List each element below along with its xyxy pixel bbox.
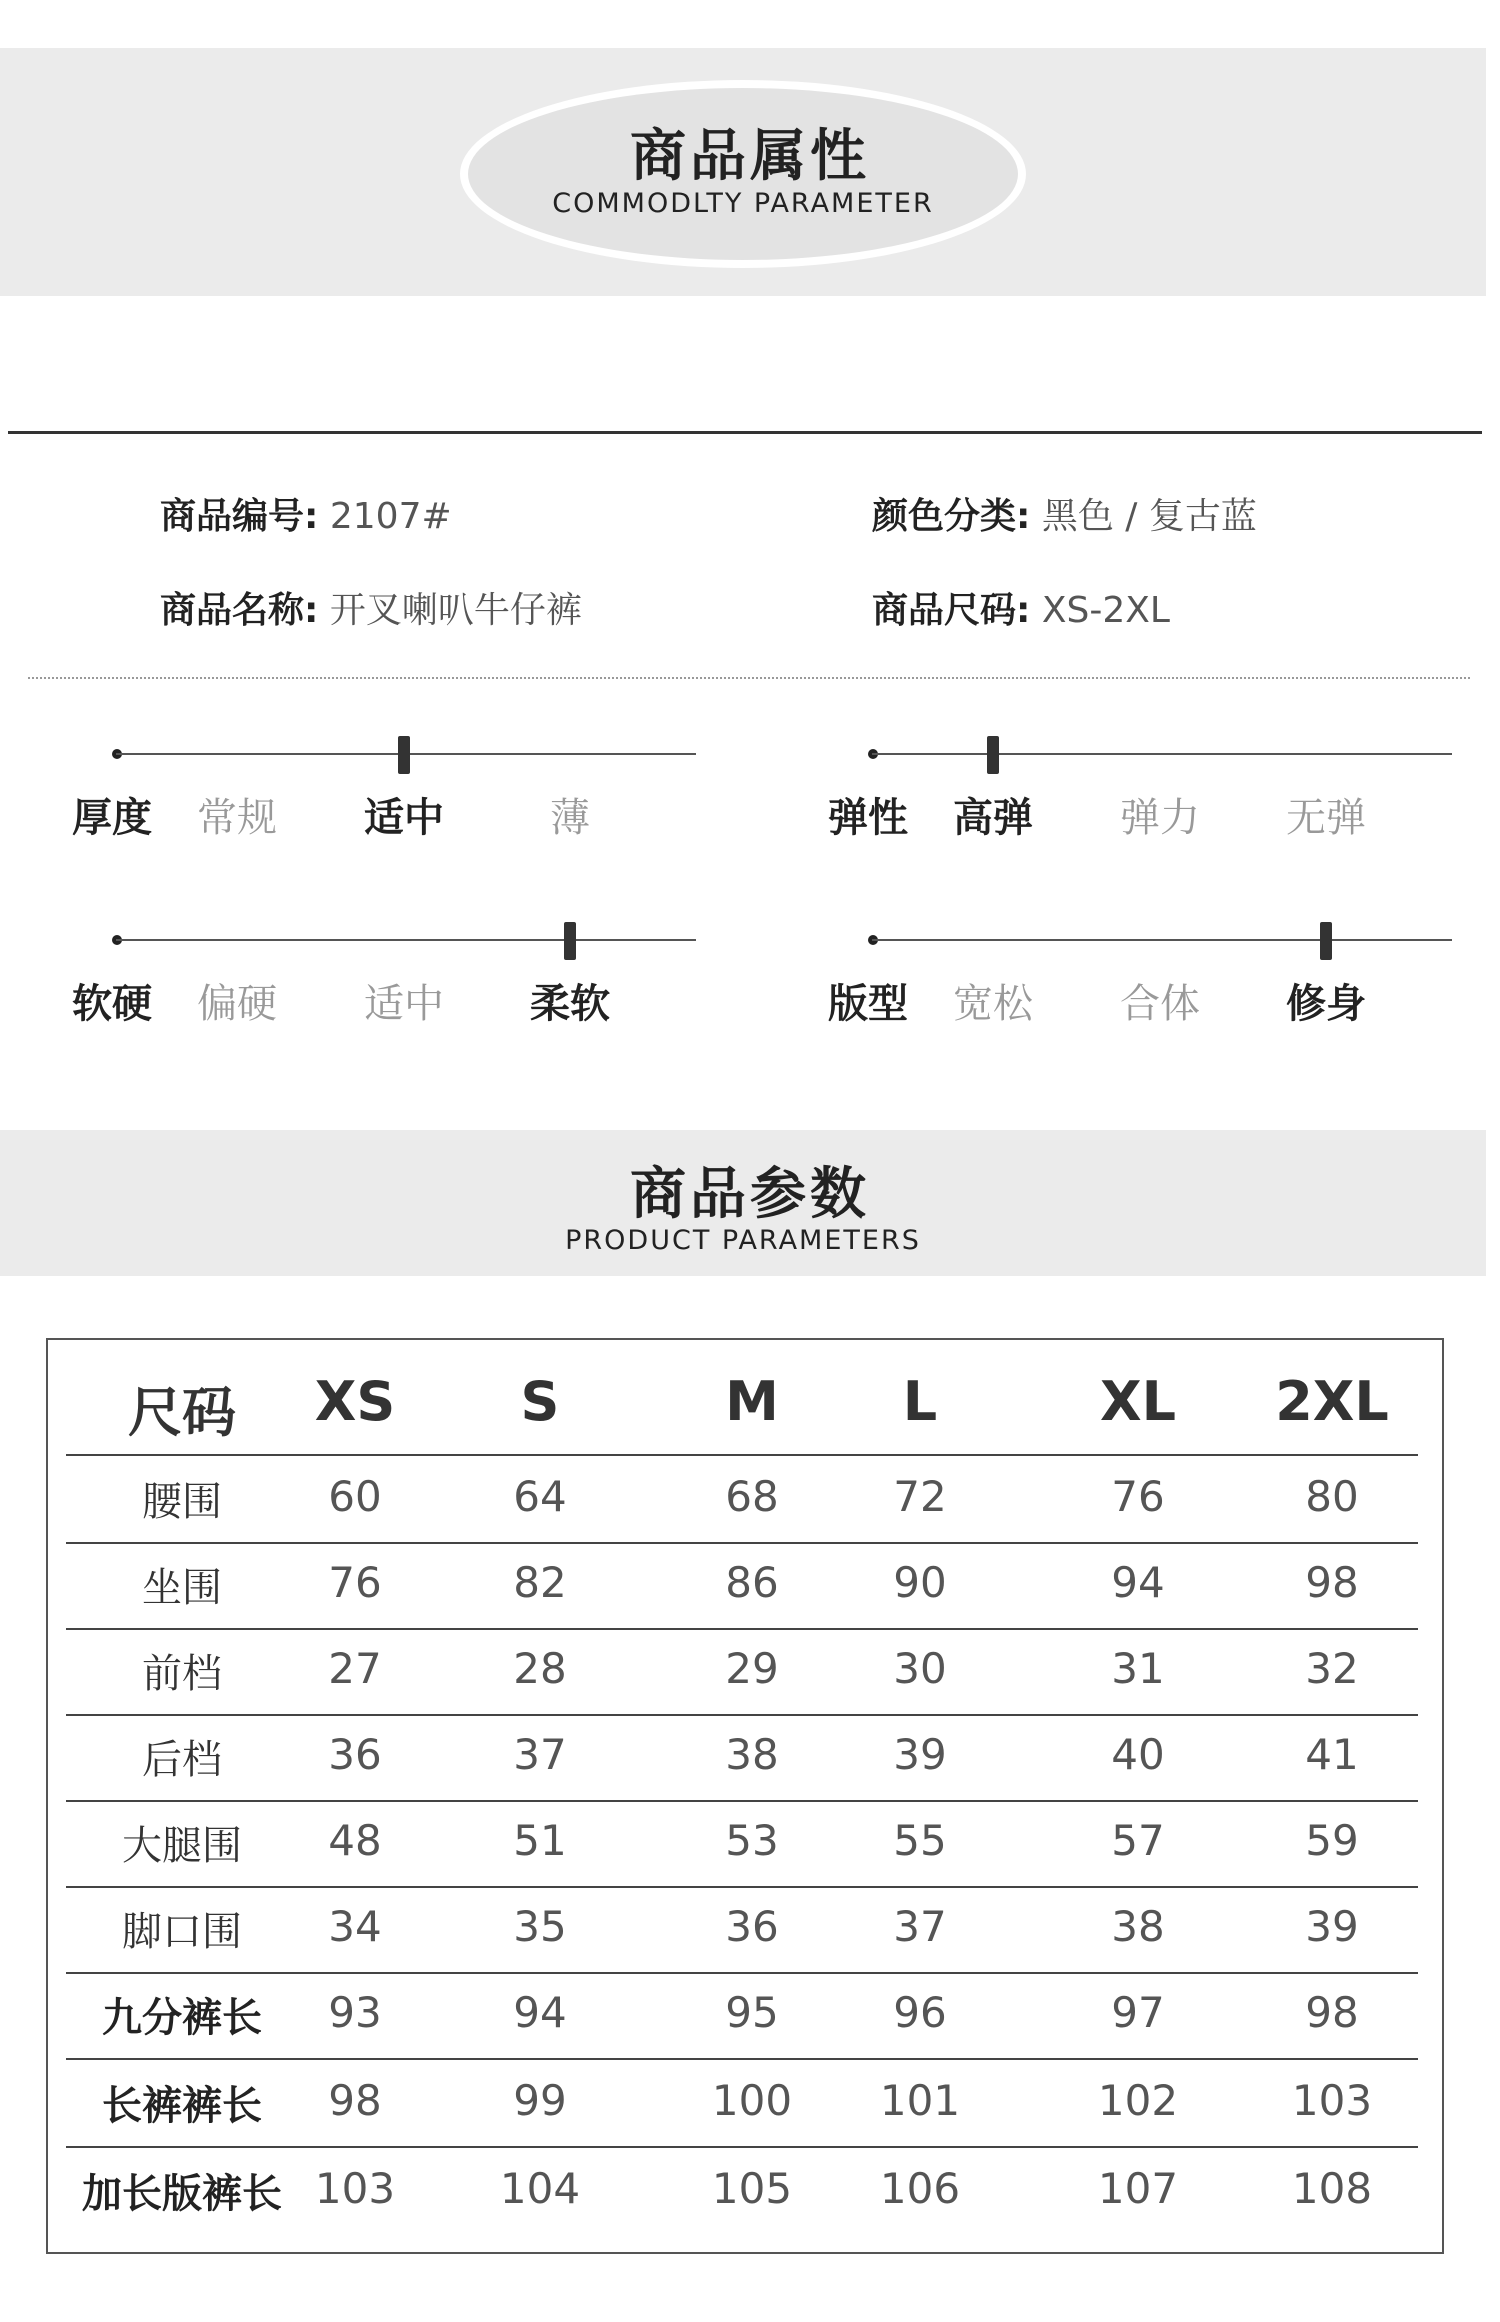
property-label: 软硬 — [72, 981, 152, 1027]
table-header-cell: XS — [314, 1370, 396, 1433]
table-cell: 97 — [1111, 1988, 1165, 2037]
slider-knob — [1320, 922, 1332, 960]
table-row-rule — [66, 1800, 1418, 1802]
table-cell: 55 — [893, 1816, 947, 1865]
table-cell: 37 — [513, 1730, 567, 1779]
table-cell: 106 — [879, 2164, 961, 2213]
table-cell: 53 — [725, 1816, 779, 1865]
property-option: 薄 — [550, 795, 590, 841]
slider-knob — [564, 922, 576, 960]
table-cell: 36 — [328, 1730, 382, 1779]
table-row-label: 腰围 — [142, 1479, 222, 1525]
table-header-cell: L — [902, 1370, 938, 1433]
table-cell: 34 — [328, 1902, 382, 1951]
table-cell: 39 — [1305, 1902, 1359, 1951]
table-cell: 76 — [1111, 1472, 1165, 1521]
table-cell: 41 — [1305, 1730, 1359, 1779]
table-row-rule — [66, 1628, 1418, 1630]
slider-track — [872, 939, 1452, 941]
table-cell: 105 — [711, 2164, 793, 2213]
section-title-cn: 商品属性 — [630, 124, 870, 189]
table-cell: 27 — [328, 1644, 382, 1693]
info-size — [872, 582, 1170, 633]
dotted-divider — [28, 677, 1470, 679]
table-row-rule — [66, 1714, 1418, 1716]
info-product-code — [160, 488, 452, 539]
property-option: 修身 — [1286, 981, 1366, 1027]
info-label: 商品尺码: — [872, 590, 1031, 631]
property-label: 厚度 — [72, 795, 152, 841]
table-cell: 72 — [893, 1472, 947, 1521]
info-label: 颜色分类: — [872, 496, 1031, 537]
table-header-cell: XL — [1099, 1370, 1177, 1433]
table-cell: 51 — [513, 1816, 567, 1865]
table-cell: 60 — [328, 1472, 382, 1521]
table-cell: 68 — [725, 1472, 779, 1521]
property-label: 版型 — [828, 981, 908, 1027]
info-label: 商品编号: — [160, 496, 319, 537]
property-option: 偏硬 — [197, 981, 277, 1027]
table-cell: 48 — [328, 1816, 382, 1865]
table-cell: 93 — [328, 1988, 382, 2037]
table-cell: 86 — [725, 1558, 779, 1607]
table-cell: 95 — [725, 1988, 779, 2037]
section-title-cn: 商品参数 — [630, 1162, 870, 1227]
info-value: 黑色 / 复古蓝 — [1041, 496, 1257, 537]
table-cell: 82 — [513, 1558, 567, 1607]
table-cell: 57 — [1111, 1816, 1165, 1865]
table-header-rule — [66, 1454, 1418, 1456]
table-cell: 90 — [893, 1558, 947, 1607]
slider-track — [116, 939, 696, 941]
table-row-rule — [66, 2146, 1418, 2148]
table-header-cell: M — [725, 1370, 779, 1433]
table-cell: 94 — [513, 1988, 567, 2037]
table-cell: 59 — [1305, 1816, 1359, 1865]
property-option: 柔软 — [530, 981, 610, 1027]
table-cell: 98 — [328, 2076, 382, 2125]
table-row-rule — [66, 1972, 1418, 1974]
table-cell: 35 — [513, 1902, 567, 1951]
table-cell: 101 — [879, 2076, 961, 2125]
table-cell: 107 — [1097, 2164, 1179, 2213]
slider-knob — [987, 736, 999, 774]
table-row-label: 大腿围 — [122, 1823, 242, 1869]
table-cell: 98 — [1305, 1558, 1359, 1607]
table-cell: 40 — [1111, 1730, 1165, 1779]
property-option: 无弹 — [1286, 795, 1366, 841]
slider-track — [872, 753, 1452, 755]
table-header-cell: S — [520, 1370, 560, 1433]
table-cell: 39 — [893, 1730, 947, 1779]
table-cell: 31 — [1111, 1644, 1165, 1693]
table-cell: 98 — [1305, 1988, 1359, 2037]
table-cell: 96 — [893, 1988, 947, 2037]
table-cell: 94 — [1111, 1558, 1165, 1607]
table-cell: 64 — [513, 1472, 567, 1521]
table-row-label: 坐围 — [142, 1565, 222, 1611]
table-cell: 103 — [1291, 2076, 1373, 2125]
table-cell: 29 — [725, 1644, 779, 1693]
table-cell: 38 — [725, 1730, 779, 1779]
info-value: 开叉喇叭牛仔裤 — [329, 590, 582, 631]
table-header-cell: 尺码 — [128, 1381, 236, 1444]
property-option: 宽松 — [953, 981, 1033, 1027]
info-color — [872, 488, 1257, 539]
property-option: 适中 — [364, 981, 444, 1027]
property-option: 弹力 — [1120, 795, 1200, 841]
table-row-rule — [66, 1542, 1418, 1544]
section-title-en: COMMODLTY PARAMETER — [552, 188, 934, 219]
table-header-cell: 2XL — [1275, 1370, 1389, 1433]
table-cell: 100 — [711, 2076, 793, 2125]
table-row-label: 前档 — [142, 1651, 222, 1697]
info-value: XS-2XL — [1041, 590, 1170, 631]
info-label: 商品名称: — [160, 590, 319, 631]
table-row-label: 后档 — [142, 1737, 222, 1783]
table-cell: 30 — [893, 1644, 947, 1693]
table-row-label: 加长版裤长 — [82, 2171, 282, 2217]
table-row-rule — [66, 1886, 1418, 1888]
table-row-rule — [66, 2058, 1418, 2060]
property-label: 弹性 — [828, 795, 908, 841]
table-cell: 38 — [1111, 1902, 1165, 1951]
table-row-label: 脚口围 — [122, 1909, 242, 1955]
table-cell: 108 — [1291, 2164, 1373, 2213]
table-cell: 104 — [499, 2164, 581, 2213]
table-row-label: 九分裤长 — [102, 1995, 262, 2041]
table-cell: 102 — [1097, 2076, 1179, 2125]
table-cell: 99 — [513, 2076, 567, 2125]
table-row-label: 长裤裤长 — [102, 2083, 262, 2129]
section-title-en: PRODUCT PARAMETERS — [565, 1225, 921, 1256]
info-product-name — [160, 582, 582, 633]
divider-line — [8, 431, 1482, 434]
table-cell: 32 — [1305, 1644, 1359, 1693]
property-option: 常规 — [197, 795, 277, 841]
table-cell: 28 — [513, 1644, 567, 1693]
property-option: 高弹 — [953, 795, 1033, 841]
slider-knob — [398, 736, 410, 774]
table-cell: 103 — [314, 2164, 396, 2213]
table-cell: 37 — [893, 1902, 947, 1951]
table-cell: 36 — [725, 1902, 779, 1951]
table-cell: 80 — [1305, 1472, 1359, 1521]
property-option: 适中 — [364, 795, 444, 841]
property-option: 合体 — [1120, 981, 1200, 1027]
table-cell: 76 — [328, 1558, 382, 1607]
info-value: 2107# — [329, 496, 452, 537]
